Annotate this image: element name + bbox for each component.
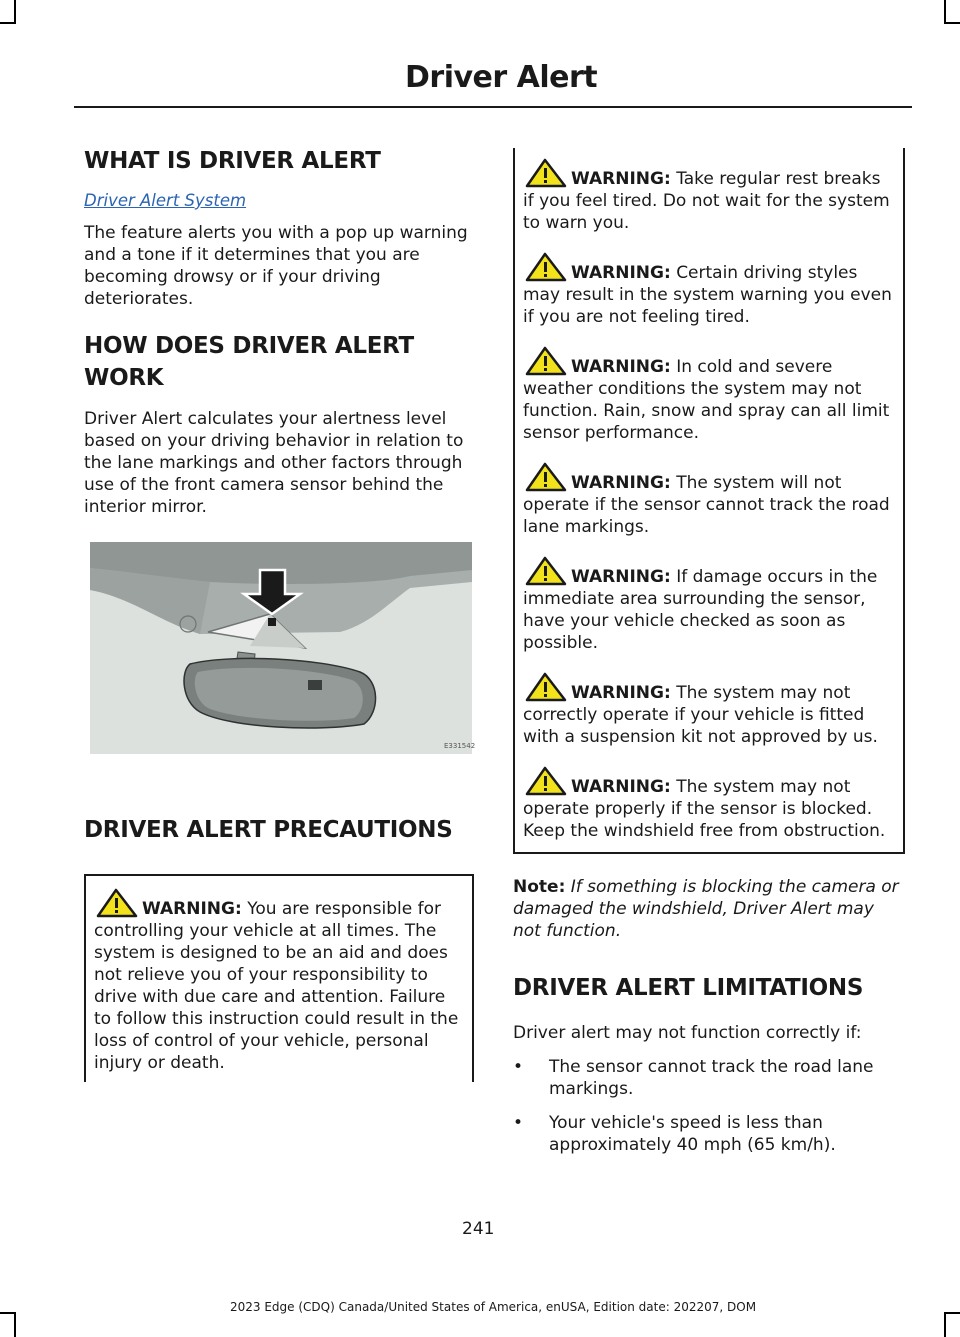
warning-triangle-icon: [525, 556, 567, 586]
warning-triangle-icon: [525, 462, 567, 492]
driver-alert-system-link[interactable]: Driver Alert System: [84, 191, 247, 210]
warning-item: [523, 766, 895, 842]
warning-item: [523, 346, 895, 444]
bullet: •: [513, 1113, 524, 1133]
warning-label: WARNING:: [571, 683, 671, 703]
warning-triangle-icon: [525, 158, 567, 188]
warning-label: WARNING:: [571, 777, 671, 797]
warning-label: WARNING:: [571, 357, 671, 377]
bullet: •: [513, 1057, 524, 1077]
warning-item: [523, 158, 895, 234]
warning-triangle-icon: [525, 672, 567, 702]
warning-label: WARNING:: [571, 567, 671, 587]
warning-text: The system may not operate properly if the sensor is blocked. Keep the windshield free from obstruction.: [523, 777, 886, 841]
warning-text: Take regular rest breaks if you feel tired. Do not wait for the system to warn you.: [523, 169, 890, 233]
section-heading-precautions: DRIVER ALERT PRECAUTIONS: [84, 817, 453, 843]
how-body-text: Driver Alert calculates your alertness level based on your driving behavior in relation to the lane markings and other factors through use of the front camera sensor behind the interior mirror.: [84, 409, 464, 517]
warning-text: In cold and severe weather conditions the system may not function. Rain, snow and spray can all limit sensor performance.: [523, 357, 890, 443]
warning-text: If damage occurs in the immediate area surrounding the sensor, have your vehicle checked as soon as possible.: [523, 567, 878, 653]
left-column: [84, 145, 474, 1082]
warning-item: [523, 556, 895, 654]
warning-item: [523, 252, 895, 328]
precautions-warning-box: [84, 874, 474, 1082]
crop-mark: [14, 1312, 16, 1337]
crop-mark: [944, 0, 946, 22]
warning-item: [523, 462, 895, 538]
crop-mark: [14, 0, 16, 22]
warning-text: The system will not operate if the sensor cannot track the road lane markings.: [523, 473, 890, 537]
crop-mark: [944, 1312, 960, 1314]
page-number: 241: [462, 1219, 495, 1239]
note-label: Note:: [513, 877, 566, 897]
section-heading-how: HOW DOES DRIVER ALERT WORK: [84, 333, 414, 391]
section-heading-limitations: DRIVER ALERT LIMITATIONS: [513, 975, 864, 1001]
warning-triangle-icon: [525, 346, 567, 376]
warning-triangle-icon: [525, 766, 567, 796]
page-header-title: Driver Alert: [405, 60, 598, 95]
camera-sensor-figure: [90, 542, 476, 754]
footer-edition: 2023 Edge (CDQ) Canada/United States of America, enUSA, Edition date: 202207, DOM: [230, 1300, 757, 1314]
warning-label: WARNING:: [571, 169, 671, 189]
crop-mark: [944, 1312, 946, 1337]
right-column: [513, 148, 905, 1168]
warning-label: WARNING:: [142, 899, 242, 919]
what-body-text: The feature alerts you with a pop up warning and a tone if it determines that you are becoming drowsy or if your driving deteriorates.: [84, 223, 468, 309]
windshield-mirror-illustration: [90, 542, 476, 754]
warning-label: WARNING:: [571, 263, 671, 283]
limitations-intro: Driver alert may not function correctly if:: [513, 1023, 862, 1043]
list-item: • The sensor cannot track the road lane markings.: [513, 1057, 874, 1099]
warning-text: The system may not correctly operate if your vehicle is fitted with a suspension kit not approved by us.: [523, 683, 878, 747]
section-heading-what: WHAT IS DRIVER ALERT: [84, 148, 381, 174]
note-text: If something is blocking the camera or damaged the windshield, Driver Alert may not function.: [513, 877, 899, 941]
warning-text: Certain driving styles may result in the system warning you even if you are not feeling tired.: [523, 263, 892, 327]
list-item: • Your vehicle's speed is less than approximately 40 mph (65 km/h).: [513, 1113, 836, 1155]
header-rule: [74, 106, 912, 108]
note: [513, 876, 905, 942]
warning-triangle-icon: [96, 888, 138, 918]
crop-mark: [0, 22, 16, 24]
figure-code: E331542: [444, 742, 476, 750]
warnings-box: [513, 148, 905, 854]
warning-triangle-icon: [525, 252, 567, 282]
warning-item: [523, 672, 895, 748]
crop-mark: [944, 22, 960, 24]
warning-text: You are responsible for controlling your vehicle at all times. The system is designed to be an aid and does not relieve you of your responsibility to drive with due care and attention. Failure to follow this instruction could result in the loss of control of your vehicle, personal injury or death.: [94, 899, 459, 1073]
warning-item: [94, 888, 464, 1074]
warning-label: WARNING:: [571, 473, 671, 493]
limitations-list: [513, 1056, 905, 1156]
